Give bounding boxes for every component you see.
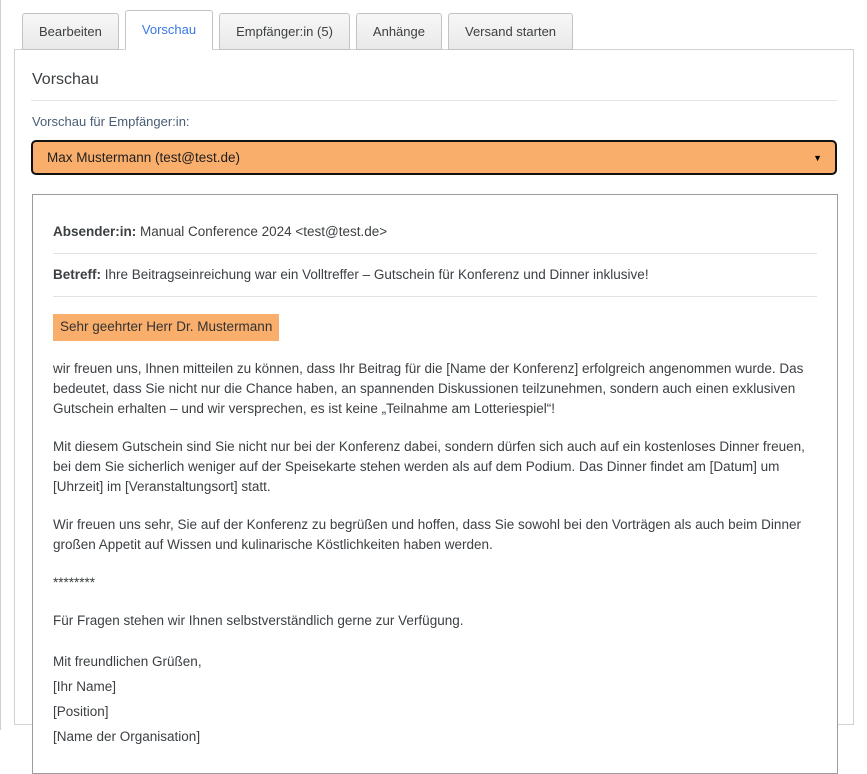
email-paragraph: wir freuen uns, Ihnen mitteilen zu können, dass Ihr Beitrag für die [Name der Konferenz] erfolgreich angenommen wurde. Das bedeutet, dass Sie nicht nur die Chance haben, an spannenden Diskussionen teilzunehmen, sondern auch einen exklusiven Gutschein erhalten – und wir versprechen, es ist keine „Teilnahme am Lotteriespiel“! — [53, 361, 804, 416]
email-paragraph: Wir freuen uns sehr, Sie auf der Konferenz zu begrüßen und hoffen, dass Sie sowohl bei den Vorträgen als auch beim Dinner großen Appetit auf Wissen und kulinarische Köstlichkeiten haben werden. — [53, 517, 801, 552]
email-preview-box — [32, 194, 838, 774]
subject-value: Ihre Beitragseinreichung war ein Volltreffer – Gutschein für Konferenz und Dinner inklusive! — [101, 267, 649, 282]
signature-line: [Position] — [53, 704, 109, 719]
email-paragraph: Mit diesem Gutschein sind Sie nicht nur bei der Konferenz dabei, sondern dürfen sich auch auf ein kostenloses Dinner freuen, bei dem Sie sicherlich weniger auf der Speisekarte stehen werden als auf dem Podium. Das Dinner findet am [Datum] um [Uhrzeit] im [Veranstaltungsort] statt. — [53, 439, 805, 494]
email-signature — [53, 649, 817, 749]
tab-versand-starten[interactable]: Versand starten — [448, 13, 573, 50]
tab-bar — [1, 10, 867, 49]
email-body — [53, 359, 817, 631]
preview-panel — [14, 49, 854, 744]
recipient-select[interactable] — [31, 140, 837, 175]
signature-line: [Ihr Name] — [53, 679, 117, 694]
tab-empfaenger[interactable]: Empfänger:in (5) — [219, 13, 350, 50]
page-title: Vorschau — [31, 63, 837, 101]
tab-bearbeiten[interactable]: Bearbeiten — [22, 13, 119, 50]
email-subject-row — [53, 254, 817, 297]
separator-line: ******** — [53, 575, 96, 590]
subject-label: Betreff: — [53, 267, 102, 282]
tab-anhaenge[interactable]: Anhänge — [356, 13, 442, 50]
recipient-select-label: Vorschau für Empfänger:in: — [32, 114, 190, 129]
sender-value: Manual Conference 2024 <test@test.de> — [136, 224, 388, 239]
closing-line: Für Fragen stehen wir Ihnen selbstverständlich gerne zur Verfügung. — [53, 613, 464, 628]
signature-line: Mit freundlichen Grüßen, — [53, 654, 202, 669]
tab-vorschau[interactable]: Vorschau — [125, 10, 213, 50]
greeting-row — [53, 314, 817, 341]
sender-label: Absender:in: — [53, 224, 137, 239]
email-sender-row — [53, 215, 817, 254]
signature-line: [Name der Organisation] — [53, 729, 201, 744]
chevron-down-icon: ▼ — [813, 152, 822, 163]
greeting-highlight: Sehr geehrter Herr Dr. Mustermann — [53, 314, 279, 341]
recipient-select-value: Max Mustermann (test@test.de) — [47, 150, 241, 165]
